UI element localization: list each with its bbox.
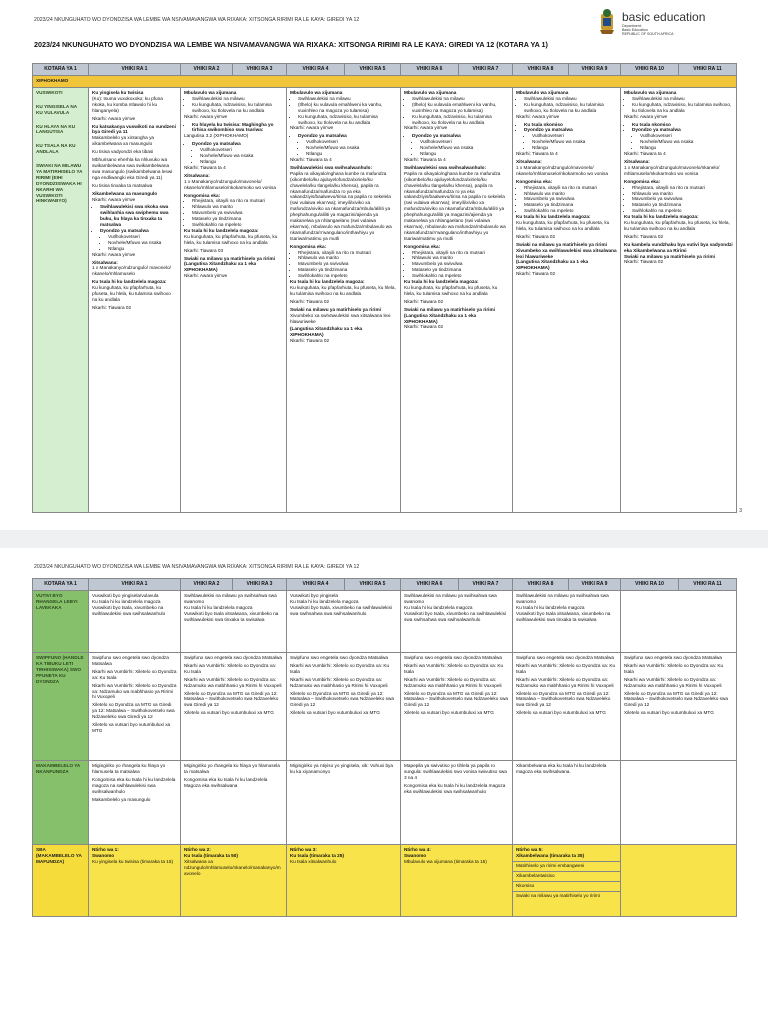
week-4-5-cell: Swipfuno swo engetela swo dyondza Matsalwa Nkarhi wa Vumbirhi: Xiletelo xo Dyondza xa: Ku tsala Nkarhi wa Vumbirhi: Xiletelo xo Dyondza xa: Ndzamuko wa mabhhasio ya Ririmi hi Vuxopeli Xiletelo xo Dyondza xa MTG xa Giredi ya 12: Matsalwa – Swithokovetselo swa Ndzaveleko swa Giredi ya 12 Xiletelo xa vutsari byo vutumbuluxi xa MTG <box>287 653 401 761</box>
table-row <box>33 88 737 513</box>
page-number: 3 <box>739 508 742 514</box>
col-header: VHIKI RA 11 <box>679 579 737 591</box>
table-header-row <box>33 579 737 591</box>
strand-cell: MAKAMBELELO YA NKANFUNDZA <box>33 761 89 845</box>
week-10-11-cell: Mbulavulo wa xijumana • Swihlawulekisi na milawu • Ku kunguhata, ndzavisiso, ku tulamisa swihoxo, ku tlolovela na ku andlala Nkarhi: Awara yin'we • Ku tsala nkomiso • Dyondzo ya matsalwa • Vutlhokovetseri • Novhele/Mfuwo wa nsaka • Ntlangu Nkarhi: Tiawara ta 4 Xitsalwana: 1 x Manakanyo/ndzungulo/mavonelo/nkanelo/ mhlamuselo/nkokarmoko wo vonisa Kongomisa eka: • Rhejistara, xitayili na rito ra mutsari • Nhlawulo wa marito • Mavumbelo ya swivulwa • Mataselo ya tindzimana • Swihlokahlo na mpeleto Ku tsala hi ku landzelela magoza: Ku kunguhata, ku pfapfarhuta, ku pfuseta, ku hlela, ku tulamisa swihoxo na ku andlala Nkarhi: Tiawara 02 Ku kambela vundzhaku bya vutivi bya vadyondzi eka Xikambelwana xa Ririmi Swiaki na milawu ya matirhiselo ya ririmi Nkarhi: Tiawara 02 <box>621 88 737 513</box>
page-separator <box>0 530 768 548</box>
table-row <box>33 761 737 845</box>
week-4-5-cell: Ntirho wa 3: Ku tsala (timaraka ta 25) Ku tsala xitsalwanhulo <box>287 845 401 917</box>
col-header: VHIKI RA 3 <box>233 64 287 76</box>
week-2-3-cell: Mbulavulo wa xijumana • Swihlawulekisi na milawu • Ku kunguhata, ndzavisiso, ku tulamisa swihoxo, ku tlolovela na ku andlala Nkarhi: Awara yin'we • Ku hlayela ku twisisa: Maghingha yo tirhisa swikombiso swa tsariwa: Langutisa 3.2 (XIPHOKHAMO) • Dyondzo ya matsalwa • Vutlhokovetseri • Novhele/Mfuwo wa nsaka • Ntlangu Nkarhi: Tiawara ta 4 Xitsalwana: 1 x Manakanyo/ndzungulo/mavonelo/ nkanelo/mhlamuselo/nkokarmoko wo vonisa Kongomisa eka: • Rhejistara, xitayili na rito ra mutsari • Nhlawulo wa marito • Mavumbelo ya swivulwa • Mataselo ya tindzimana • Swihlokahlo na mpeleto Ku tsala hi ku landzelela magoza: Ku kunguhata, ku pfapfarhuta, ku pfuseta, ku hlela, ku tulamisa swihoxo na ku andlala Nkarhi: Tiawara 03 Swiaki na milawu ya matirhiselo ya ririmi (Langutisa Xitandzhaku xa 1 eka XIPHOKHAMA) Nkarhi: Awara yin'we <box>181 88 287 513</box>
col-header: VHIKI RA 3 <box>233 579 287 591</box>
col-header: VHIKI RA 2 <box>181 64 233 76</box>
department-logo <box>598 8 748 38</box>
strand-cell: VUTIVI BYO RHANGELA LEBYI LAVEKAKA <box>33 591 89 653</box>
logo-wordmark: basic education <box>622 10 706 24</box>
col-header: VHIKI RA 10 <box>621 64 679 76</box>
strand-cell: SWIPFUNO (HANDLE KA TIBUKU LETI TIRHISIWAKA) SWO PFUNETA KU DYONDZA <box>33 653 89 761</box>
logo-subtitle: Department: Basic Education REPUBLIC OF SOUTH AFRICA <box>622 24 674 37</box>
atp-table-page-2 <box>32 578 737 917</box>
col-header: VHIKI RA 7 <box>459 579 513 591</box>
col-header: VHIKI RA 1 <box>89 579 181 591</box>
week-2-3-cell: Ntirho wa 2: Ku tsala (timaraka ta 50) Xitsalwana xa ndzungulo/mhlamuselo/nkanelo/manakanyo/mavonelo <box>181 845 287 917</box>
col-header: VHIKI RA 11 <box>679 64 737 76</box>
week-10-11-cell <box>621 591 737 653</box>
week-1-cell: Swipfuno swo engetela swo dyondza Matsalwa Nkarhi wa Vumbirhi: Xiletelo xo Dyondza xa: Ku tsala Nkarhi wa Vumbirhi: Xiletelo xo Dyondza xa: Ndzamuko wa mabhhasio ya Ririmi hi Vuxopeli Xiletelo xo Dyondza xa MTG xa Giredi ya 12: Matsalwa – Swithokovetselo swa Ndzaveleko swa Giredi ya 12 Xiletelo xa vutsari byo vutumbuluxi xa MTG <box>89 653 181 761</box>
week-10-11-cell: Swipfuno swo engetela swo dyondza Matsalwa Nkarhi wa Vumbirhi: Xiletelo xo Dyondza xa: Ku tsala Nkarhi wa Vumbirhi: Xiletelo xo Dyondza xa: Ndzamuko wa mabhhasio ya Ririmi hi Vuxopeli Xiletelo xo Dyondza xa MTG xa Giredi ya 12: Matsalwa – Swithokovetselo swa Ndzaveleko swa Giredi ya 12 Xiletelo xa vutsari byo vutumbuluxi xa MTG <box>621 653 737 761</box>
week-4-5-cell: Migingiriko ya ntiyiso yo yingisela, xik: Vuhuxi bya ku ka xiyanamonyo <box>287 761 401 845</box>
subheader-row <box>33 76 737 88</box>
week-8-9-cell: Xikambelwana eka ku tsala hi ku landzelela magoza eka swihsalwana. <box>513 761 621 845</box>
table-row <box>33 591 737 653</box>
week-6-7-cell: Swihlawulekisi na milawu ya swihsahwa swa swanomo Ku tsala hi ku landzelela magoza Vuswikoti byo tsala, xivumbeko na swihlawulekisi swa swihsahwa swa swihsalwanhulo <box>401 591 513 653</box>
week-1-cell: Ku yingisela ku twisisa (Ku): tsuma vuxokoxoko; ku pfuna nkoka, ku komba ntlawulo hi ku hlanganyela) Nkarhi: Awara yin'we Ku katsakanya vuswikoti na vundzeni bya Giredi ya 11 Makambelelo ya xintangha ya xikambelwana xa masungulo Ku tisisa vadyondzi eka tibasi Mbhurisano eherhla ka nhluvuko wa swikambelwana swa swikambelwana swa masungulo (swikambelwana leswi nga endliwangki eka Giredi ya 11) Ku tisisa tinxaka ta matsalwa Xikambelwana xa masungulo Nkarhi: Awara yin'we • Swihlawulekisi swa nkoka swa swihlanhia swa swiphemu swa buku, ku hlaya ka tinxaka ta matsalwa • Dyondzo ya matsalwa • Vutlhokovetseri • Novhele/Mfuwo wa nsaka • Ntlangu Nkarhi: Awara yin'we Xitsalwana: 1 x Manakanyo/ndzungulo/ mavonelo/ nkanelo/mhlamuselo Ku tsala hi ku landzelela magoza: Ku kunguhata, ku pfapfarhuta, ku pfuseta, ku hlela, ku tulamisa swihoxo na ku andlala Nkarhi: Tiawara 02 <box>89 88 181 513</box>
col-header: VHIKI RA 6 <box>401 579 459 591</box>
col-header: VHIKI RA 4 <box>287 579 345 591</box>
coat-of-arms-icon <box>598 8 616 34</box>
table-row <box>33 653 737 761</box>
week-6-7-cell: Swipfuno swo engetela swo dyondza Matsalwa Nkarhi wa Vumbirhi: Xiletelo xo Dyondza xa: Ku tsala Nkarhi wa Vumbirhi: Xiletelo xo Dyondza xa: Ndzamuko wa mabhhasio ya Ririmi hi Vuxopeli Xiletelo xo Dyondza xa MTG xa Giredi ya 12: Matsalwa – Swithokovetselo swa Ndzaveleko swa Giredi ya 12 Xiletelo xa vutsari byo vutumbuluxi xa MTG <box>401 653 513 761</box>
week-2-3-cell: Swipfuno swo engetela swo dyondza Matsalwa Nkarhi wa Vumbirhi: Xiletelo xo Dyondza xa: Ku tsala Nkarhi wa Vumbirhi: Xiletelo xo Dyondza xa: Ndzamuko wa mabhhasio ya Ririmi hi Vuxopeli Xiletelo xo Dyondza xa MTG xa Giredi ya 12: Matsalwa – Swithokovetselo swa Ndzaveleko swa Giredi ya 12 Xiletelo xa vutsari byo vutumbuluxi xa MTG <box>181 653 287 761</box>
col-header: VHIKI RA 8 <box>513 64 569 76</box>
running-header: 2023/24 NKUNGUHATO WO DYONDZISA WA LEMBE WA NSIVAMAVANGWA WA RIXAKA: XITSONGA RIRIMI RA LE KAYA: GIREDI YA 12 <box>34 17 360 23</box>
week-8-9-cell: Swihlawulekisi na milawu ya swihsahwa swa swanomo Ku tsala hi ku landzelela magoza Vuswikoti byo tsala xitsalwana, xivumbeko na swihlawulekisi swa tinxaka ta swisalwa <box>513 591 621 653</box>
col-header: VHIKI RA 5 <box>345 64 401 76</box>
week-1-cell: Vuswikoti byo yingisela/vulavula Ku tsala hi ku landzelela magoza Vuswikoti byo tsala, xivumbeko na swihlawulekisi swa swihsalwanhulo <box>89 591 181 653</box>
week-4-5-cell: Mbulavulo wa xijumana • Swihlawulekisi na milawu • (tlhelo) ku vulavula emahlweni ka vanhu, vuxinhleo na magoza yo tulamisa) • Ku kunguhata, ndzavisiso, ku tulamisa swihoxo, ku tlolovela na ku andlala Nkarhi: Awara yin'we • Dyondzo ya matsalwa • Vutlhokovetseri • Novhele/Mfuwo wa nsaka • Ntlangu Nkarhi: Tiawara ta 4 Swihlawulekisi swa swihsalwanhulo: Papila ra xikayalo/nghana kumbe ra mafundza (xikombelo/ku ajuluyelofundza/xirielo/ku chavelela/ku tlangela/ku khensa), papila ra nkamafundza/mafundza ro ya eka vakandziyis/baalwevu/tirisa na papila ro sekelela (swi vulaiwa ekan'wa); imeyili/xiviko xa mafundza/xiviko xa nkamafundza/mbulu/aliliti ya phephahungu/aliliti ya magazini/ajienda ya makanelwa ya nhlangaelano (swi vulaiwa ekan'wa), mbulavulo wa mafundza/mbulavulo wa nkamafundza/n'wangulano/inthavhiyu yo tsariwa/matimu ya mutli Kongomisa eka: • Rhejistara, xitayili na rito ra mutsari • Nhlawulo wa marito • Mavumbelo ya swivulwa • Mataselo ya tindzimana • Swihlokahlo na mpeleto Ku tsala hi ku landzelela magoza: Ku kunguhata, ku pfapfarhuta, ku pfuseta, ku hlela, ku tulamisa swihoxo na ku andlala Nkarhi: Tiawara 02 Swiaki na milawu ya matirhiselo ya ririmi Xivumbeko xa swiVawulekisi swa xitsalwana lexi hlawuriweke (Langutisa Xitandzhaku xa 1 eka XIPHOKHAMA) Nkarhi: Tiawara 02 <box>287 88 401 513</box>
week-1-cell: Ntirho wa 1: Swanomo Ku yingisela ku twisisa (timaraka ta 15) <box>89 845 181 917</box>
col-header: VHIKI RA 9 <box>569 64 621 76</box>
col-header: KOTARA YA 1 <box>33 64 89 76</box>
page-title: 2023/24 NKUNGUHATO WO DYONDZISA WA LEMBE WA NSIVAMAVANGWA WA RIXAKA: XITSONGA RIRIMI RA LE KAYA: GIREDI YA 12 (KOTARA YA 1) <box>34 40 548 49</box>
week-10-11-cell <box>621 845 737 917</box>
table-row <box>33 845 737 917</box>
week-10-11-cell <box>621 761 737 845</box>
col-header: VHIKI RA 10 <box>621 579 679 591</box>
col-header: VHIKI RA 9 <box>569 579 621 591</box>
week-1-cell: Migingiriko yo rhangela ku hlaya yo hlamusela ta matsalwa Kongomisa eka ku tsala hi ku landzelela magoza na swihlawulekisi swa swihsalwanhulo Makambelelo ya masungulo <box>89 761 181 845</box>
week-8-9-cell: Ntirho wa 5: Xikambelwana (timaraka ta 35) Matirhiselo ya ririmi embangweni Xikambelantwisiso Nkomiso Swiaki na milawu ya matirhiselo yo ririmi <box>513 845 621 917</box>
running-header: 2023/24 NKUNGUHATO WO DYONDZISA WA LEMBE WA NSIVAMAVANGWA WA RIXAKA: XITSONGA RIRIMI RA LE KAYA: GIREDI YA 12 <box>34 564 360 570</box>
col-header: VHIKI RA 8 <box>513 579 569 591</box>
week-8-9-cell: Mbulavulo wa xijumana • Swihlawulekisi na milawu • Ku kunguhata, ndzavisiso, ku tulamisa swihoxo, ku tlolovela na ku andlala Nkarhi: Awara yin'we • Ku tsala nkomiso • Dyondzo ya matsalwa • Vutlhokovetseri • Novhele/Mfuwo wa nsaka • Ntlangu Nkarhi: Tiawara ta 4 Xitsalwana: 1 x Manakanyo/ndzungulo/mavonelo/ nkanelo/mhlamuselo/nkokarmoko wo vonisa Kongomisa eka: • Rhejistara, xitayili na rito ra mutsari • Nhlawulo wa marito • Mavumbelo ya swivulwa • Mataselo ya tindzimana • Swihlokahlo na mpeleto Ku tsala hi ku landzelela magoza: Ku kunguhata, ku pfapfarhuta, ku pfuseta, ku hlela, ku tulamisa swihoxo na ku andlala Nkarhi: Tiawara 02 Swiaki na milawu ya matirhiselo ya ririmi Xivumbeko xa swihlawulekisi swa xitsalwana lexi hlawuriweke (Langutisa Xitandzhaku xa 1 eka XIPHOKHAMA) Nkarhi: Tiawara 02 <box>513 88 621 513</box>
section-subheader: XIPHOKHAMO <box>33 76 737 88</box>
week-6-7-cell: Mbulavulo wa xijumana • Swihlawulekisi na milawu • (tlhelo) ku vulavula emahlweni ka vanhu, vuxinhleo na magoza yo tulamisa) • Ku kunguhata, ndzavisiso, ku tulamisa swihoxo, ku tlolovela na ku andlala Nkarhi: Awara yin'we • Dyondzo ya matsalwa • Vutlhokovetseri • Novhele/Mfuwo wa nsaka • Ntlangu Nkarhi: Tiawara ta 4 Swihlawulekisi swa swihsalwanhulo: Papila ra xikayalo/nghana kumbe ra mafundza (xikombelo/ku ajuluyelofundza/xirielo/ku chavelela/ku tlangela/ku khensa), papila ra nkamafundza/mafundza ro ya eka vakandziyis/baalwevu/tirisa na papila ro sekelela (swi vulaiwa ekan'wa); imeyili/xiviko xa mafundza/xiviko xa nkamafundza/mbulu/aliliti ya phephahungu/aliliti ya magazini/ajienda ya makanelwa ya nhlangaelano (swi vulaiwa ekan'wa), mbulavulo wa mafundza/mbulavulo wa nkamafundza/n'wangulano/inthavhiyu yo tsariwa/matimu ya mutli Kongomisa eka: • Rhejistara, xitayili na rito ra mutsari • Nhlawulo wa marito • Mavumbelo ya swivulwa • Mataselo ya tindzimana • Swihlokahlo na mpeleto Ku tsala hi ku landzelela magoza: Ku kunguhata, ku pfapfarhuta, ku pfuseta, ku hlela, ku tulamisa swihoxo na ku andlala Nkarhi: Tiawara 02 Swiaki na milawu ya matirhiselo ya ririmi (Langutisa Xitandzhaku xa 1 eka XIPHOKHAMA) Nkarhi: Tiawara 02 <box>401 88 513 513</box>
table-header-row <box>33 64 737 76</box>
col-header: VHIKI RA 4 <box>287 64 345 76</box>
col-header: VHIKI RA 2 <box>181 579 233 591</box>
document-page-2 <box>0 548 768 1024</box>
col-header: VHIKI RA 1 <box>89 64 181 76</box>
week-6-7-cell: Ntirho wa 4: Swanomo Mbulavulo wa xijumana (timaraka ta 15) <box>401 845 513 917</box>
col-header: VHIKI RA 7 <box>459 64 513 76</box>
week-8-9-cell: Swipfuno swo engetela swo dyondza Matsalwa Nkarhi wa Vumbirhi: Xiletelo xo Dyondza xa: Ku tsala Nkarhi wa Vumbirhi: Xiletelo xo Dyondza xa: Ndzamuko wa mabhhasio ya Ririmi hi Vuxopeli Xiletelo xo Dyondza xa MTG xa Giredi ya 12: Matsalwa – Swithokovetselo swa Ndzaveleko swa Giredi ya 12 Xiletelo xa vutsari byo vutumbuluxi xa MTG <box>513 653 621 761</box>
atp-table-page-1 <box>32 63 737 513</box>
week-4-5-cell: Vuswikoti byo yingisela Ku tsala hi ku landzelela magoza Vuswikoti byo tsala, xivumbeko na swihlawulekisi swa swihsahwa swa swihsalwanhulo <box>287 591 401 653</box>
week-6-7-cell: Mapepila ya swivutiso yo tihlela ya papila ro sungula: swihlawulekisi swo vonisa swivutiso swa 3 na 4 Kongomisa eka ku tsala hi ku landzelela magoza eka swihlawulekisi swa swihsalwanhulo <box>401 761 513 845</box>
week-2-3-cell: Migingiriko yo rhangela ku hlaya yo hlamusela ta matsalwa Kongomisa eka ku tsala hi ku landzelela Magoza eka swihsalwana <box>181 761 287 845</box>
strand-cell: VUSWIKOTI KU YINGISELA NA KU VULAVULA KU HLAYA NA KU LANGUTISA KU TSALA NA KU ANDLALA SWIAKI NA MILAWU YA MATIRHISELO YA RIRIMI (EIHI DYONDZISIWAKA HI NKARHI WA VUSWIKOTI HINKWABYO) <box>33 88 89 513</box>
col-header: VHIKI RA 6 <box>401 64 459 76</box>
col-header: VHIKI RA 5 <box>345 579 401 591</box>
week-2-3-cell: Swihlawulekisi na milawu ya swihsahwa swa swanomo Ku tsala hi ku landzelela magoza Vuswikoti byo tsala xitsalwana, xivumbeko na swihlawulekisi swa tinxaka ta swisalwa <box>181 591 287 653</box>
strand-cell: SBA (MAKAMBELELO YA MAFUNDZA) <box>33 845 89 917</box>
col-header: KOTARA YA 1 <box>33 579 89 591</box>
